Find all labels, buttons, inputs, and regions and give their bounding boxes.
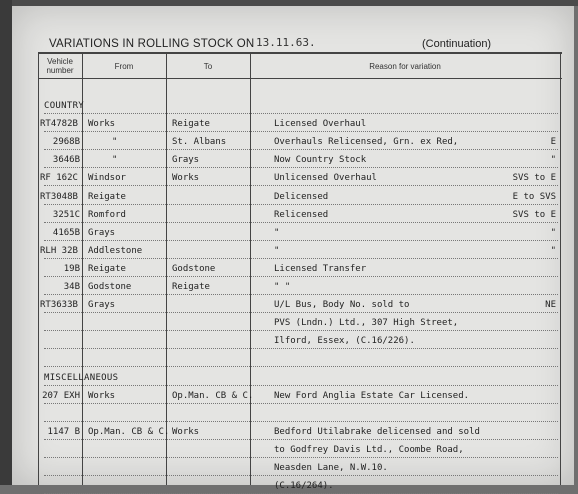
row-rule [44, 131, 558, 132]
cell-vehicle: 34B [63, 282, 80, 292]
column-header-vehicle: Vehicle number [46, 57, 74, 75]
cell-reason: Overhauls Relicensed, Grn. ex Red, [274, 137, 459, 148]
cell-vehicle: RT4782B [40, 119, 78, 130]
cell-vehicle: 2968B [52, 137, 80, 148]
cell-reason: Delicensed [274, 191, 329, 202]
row-rule [44, 312, 558, 313]
header-bottom-rule [38, 78, 562, 79]
cell-vehicle: 19B [63, 263, 80, 274]
cell-extra: " [550, 227, 556, 238]
col-divider-right [560, 52, 561, 485]
row-rule [44, 185, 558, 186]
col-divider-left [38, 52, 39, 485]
cell-extra: E to SVS [512, 191, 556, 202]
cell-from: " [112, 155, 118, 166]
row-rule [44, 222, 558, 223]
cell-from: Op.Man. CB & C. [88, 426, 170, 437]
cell-reason: " [274, 227, 280, 238]
table-top-rule [38, 52, 562, 54]
cell-vehicle: RT3048B [40, 191, 78, 202]
cell-to: Op.Man. CB & C. [172, 390, 254, 401]
column-header-from: From [114, 62, 134, 71]
row-rule [44, 276, 558, 277]
row-rule [44, 204, 558, 205]
document-sheet [12, 6, 574, 492]
cell-from: Reigate [88, 263, 126, 274]
row-rule [44, 439, 558, 440]
cell-extra: NE [545, 300, 556, 311]
cell-from: Reigate [88, 191, 126, 202]
cell-extra: SVS to E [512, 173, 556, 184]
cell-from: Addlestone [88, 245, 143, 256]
cell-reason: U/L Bus, Body No. sold to [274, 300, 410, 311]
cell-reason: " [274, 245, 280, 256]
row-rule [44, 167, 558, 168]
cell-extra: " [550, 155, 556, 166]
continuation-label: (Continuation) [422, 38, 492, 50]
cell-reason: Now Country Stock [274, 155, 367, 166]
cell-to: Works [172, 426, 200, 437]
cell-vehicle: 207 EXH [42, 390, 80, 401]
cell-from: " [112, 137, 118, 148]
row-rule [44, 330, 558, 331]
cell-vehicle: 3251C [52, 209, 80, 220]
row-rule [44, 149, 558, 150]
row-rule [44, 294, 558, 295]
cell-reason: Bedford Utilabrake delicensed and sold [274, 426, 480, 437]
cell-reason: Relicensed [274, 209, 329, 220]
scan-edge-left [0, 0, 12, 485]
row-rule [44, 403, 558, 404]
cell-vehicle: 1147 B [47, 426, 80, 437]
cell-to: Reigate [172, 119, 210, 130]
row-rule [44, 366, 558, 367]
column-header-reason: Reason for variation [369, 62, 441, 71]
cell-vehicle: RT3633B [40, 300, 78, 311]
cell-vehicle: 3646B [52, 155, 80, 166]
cell-reason: to Godfrey Davis Ltd., Coombe Road, [274, 444, 464, 455]
document-title: VARIATIONS IN ROLLING STOCK ON [49, 38, 255, 50]
cell-extra: E [550, 137, 556, 148]
cell-from: Romford [88, 209, 126, 220]
cell-vehicle: RLH 32B [40, 245, 78, 256]
cell-reason: Licensed Transfer [274, 263, 367, 274]
cell-reason: Unlicensed Overhaul [274, 173, 377, 184]
cell-vehicle: MISCELLANEOUS [44, 372, 119, 383]
column-header-to: To [203, 62, 213, 71]
cell-to: Godstone [172, 263, 216, 274]
cell-from: Grays [88, 227, 116, 238]
cell-reason: " " [274, 282, 291, 292]
row-rule [44, 348, 558, 349]
cell-reason: PVS (Lndn.) Ltd., 307 High Street, [274, 318, 459, 329]
cell-reason: (C.16/264). [274, 481, 334, 492]
cell-from: Godstone [88, 282, 132, 292]
cell-vehicle: RF 162C [40, 173, 78, 184]
cell-to: Reigate [172, 282, 210, 292]
cell-reason: Neasden Lane, N.W.10. [274, 463, 388, 473]
row-rule [44, 113, 558, 114]
cell-to: Grays [172, 155, 200, 166]
row-rule [44, 240, 558, 241]
document-date: 13.11.63. [256, 36, 316, 49]
cell-extra: " [550, 245, 556, 256]
cell-from: Grays [88, 300, 116, 311]
cell-vehicle: COUNTRY [44, 101, 85, 111]
row-rule [44, 258, 558, 259]
row-rule [44, 385, 558, 386]
cell-from: Works [88, 390, 116, 401]
row-rule [44, 457, 558, 458]
cell-reason: Licensed Overhaul [274, 119, 367, 130]
cell-reason: New Ford Anglia Estate Car Licensed. [274, 390, 470, 401]
cell-to: St. Albans [172, 137, 227, 148]
cell-from: Windsor [88, 173, 126, 184]
cell-vehicle: 4165B [52, 227, 80, 238]
row-rule [44, 421, 558, 422]
cell-to: Works [172, 173, 200, 184]
cell-reason: Ilford, Essex, (C.16/226). [274, 336, 415, 347]
cell-from: Works [88, 119, 116, 130]
cell-extra: SVS to E [512, 209, 556, 220]
row-rule [44, 475, 558, 476]
